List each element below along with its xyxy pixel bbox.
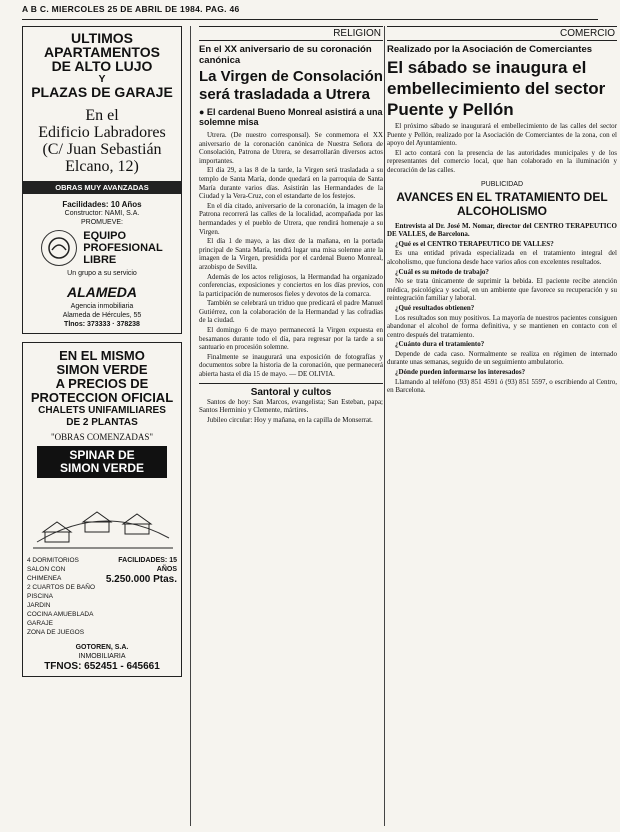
header-dateline: A B C. MIERCOLES 25 DE ABRIL DE 1984. PAG. 46 bbox=[22, 4, 240, 14]
feature-item: COCINA AMUEBLADA bbox=[27, 611, 94, 618]
apartments-ad bbox=[22, 26, 182, 334]
financing-note: Facilidades: 10 Años bbox=[62, 200, 142, 209]
santoral-paragraph: Jubileo circular: Hoy y mañana, en la capilla de Monserrat. bbox=[207, 415, 373, 424]
article-paragraph: El acto contará con la presencia de las autoridades municipales y de los representantes del comercio local, que han colaborado en la iluminación y decoración de las calles. bbox=[387, 148, 617, 174]
spinar-line: SPINAR DE bbox=[69, 448, 135, 462]
column-divider bbox=[190, 26, 191, 826]
promoter-label: PROMUEVE: bbox=[80, 219, 123, 226]
interview-answer: No se trata únicamente de suprimir la bebida. El paciente recibe atención médica, psicológica y social, en un ambiente que favorece su recuperación y su reintegración familiar y laboral. bbox=[387, 277, 617, 303]
interview-intro: Entrevista al Dr. José M. Nomar, director del CENTRO TERAPEUTICO DE VALLES, de Barcelona. bbox=[387, 221, 617, 239]
feature-item: SALON CON CHIMENEA bbox=[27, 566, 66, 582]
spinar-logo bbox=[37, 446, 167, 478]
agency-address: Alameda de Hércules, 55 bbox=[62, 312, 142, 319]
column-divider bbox=[384, 26, 385, 826]
works-strip: OBRAS MUY AVANZADAS bbox=[23, 181, 181, 194]
interview-answer: Los resultados son muy positivos. La mayoría de nuestros pacientes consiguen abandonar el alcohol de forma definitiva, y se mantienen en contacto con el centro después del tratamiento. bbox=[387, 313, 617, 339]
ad-line: APARTAMENTOS bbox=[44, 44, 160, 60]
interview-question: ¿Dónde pueden informarse los interesados? bbox=[395, 368, 526, 377]
feature-item: ZONA DE JUEGOS bbox=[27, 629, 85, 636]
equipo-logo-icon bbox=[41, 230, 77, 266]
ad-line: Y bbox=[98, 73, 106, 85]
equipo-line: LIBRE bbox=[83, 254, 117, 266]
constructor-note: Constructor: NAMI, S.A. bbox=[64, 210, 140, 217]
article-paragraph: En el día citado, aniversario de la coronación, la imagen de la Patrona recorrerá las calles de la localidad, acompañada por las hermandades y el pueblo de Utrera, que rendirá homenaje a su Virgen. bbox=[199, 201, 383, 236]
header-rule bbox=[22, 19, 598, 20]
feature-item: 4 DORMITORIOS bbox=[27, 557, 79, 564]
works-quote: "OBRAS COMENZADAS" bbox=[50, 432, 154, 442]
equipo-line: EQUIPO bbox=[83, 230, 127, 242]
article-paragraph: El día 29, a las 8 de la tarde, la Virgen será trasladada a su templo de Santa María, donde quedará en la parroquia de Santa María durante varios días. Asistirán las Hermandades de la Ciudad y la Vera-Cruz, con el estandarte de los festejos. bbox=[199, 166, 383, 201]
article-headline: La Virgen de Consolación será trasladada a Utrera bbox=[199, 68, 383, 103]
ad-line: ULTIMOS bbox=[71, 30, 133, 46]
commerce-column bbox=[387, 26, 617, 826]
advertising-label: PUBLICIDAD bbox=[480, 180, 523, 188]
chalets-illustration bbox=[33, 482, 171, 552]
building-line: (C/ Juan Sebastián bbox=[42, 141, 162, 158]
article-kicker: En el XX aniversario de su coronación canónica bbox=[199, 44, 372, 66]
simon-verde-ad bbox=[22, 342, 182, 677]
ad-line: CHALETS UNIFAMILIARES bbox=[38, 405, 166, 416]
section-label: COMERCIO bbox=[387, 26, 617, 41]
building-line: Edificio Labradores bbox=[38, 124, 166, 141]
agency-phones: Tlnos: 373333 · 378238 bbox=[64, 321, 140, 328]
article-paragraph: El día 1 de mayo, a las diez de la mañana, en la portada principal de Santa María, tendrá lugar una misa solemne ante la imagen de la Virgen, presidida por el cardenal Bueno Monreal, arzobispo de Sevilla. bbox=[199, 237, 383, 271]
feature-item: GARAJE bbox=[27, 620, 54, 627]
feature-item: JARDIN bbox=[27, 602, 51, 609]
ad-line: A PRECIOS DE bbox=[55, 376, 149, 391]
article-deck: ● El cardenal Bueno Monreal asistirá a una solemne misa bbox=[199, 107, 383, 127]
interview-answer: Es una entidad privada especializada en el tratamiento integral del alcoholismo, que funciona desde hace varios años con excelentes resultados. bbox=[387, 249, 617, 266]
agency-subtitle: Agencia inmobiliaria bbox=[70, 303, 134, 310]
page-header bbox=[22, 4, 598, 18]
agency-logo: ALAMEDA bbox=[67, 284, 137, 300]
article-headline: El sábado se inaugura el embellecimiento del sector Puente y Pellón bbox=[387, 58, 606, 119]
interview-answer: Depende de cada caso. Normalmente se realiza en régimen de internado durante unas semanas, seguido de un seguimiento ambulatorio. bbox=[387, 349, 617, 367]
ad-line: SIMON VERDE bbox=[56, 362, 148, 377]
ad-line: PLAZAS DE GARAJE bbox=[31, 84, 173, 100]
article-paragraph: Finalmente se inaugurará una exposición de fotografías y documentos sobre la historia de la coronación, que permanecerá abierta hasta el día 15 de mayo. — DE OLIVIA. bbox=[199, 352, 383, 379]
ad-line: EN EL MISMO bbox=[59, 348, 145, 363]
santoral-title: Santoral y cultos bbox=[199, 383, 383, 398]
interview-question: ¿Cuánto dura el tratamiento? bbox=[395, 340, 485, 349]
interview-answer: Llamando al teléfono (93) 851 4591 ó (93) 851 5597, o escribiendo al Centro, en Barcelona. bbox=[387, 377, 617, 395]
section-label: RELIGION bbox=[199, 26, 383, 41]
feature-item: 2 CUARTOS DE BAÑO bbox=[27, 584, 96, 591]
building-line: Elcano, 12) bbox=[65, 158, 139, 175]
interview-question: ¿Cuál es su método de trabajo? bbox=[395, 267, 489, 276]
article-paragraph: Utrera. (De nuestro corresponsal). Se conmemora el XX aniversario de la coronación canónica de Nuestra Señora de Consolación, Patrona de Utrera, se desarrollarán diversos actos importantes. bbox=[199, 131, 383, 165]
article-paragraph: El domingo 6 de mayo permanecerá la Virgen expuesta en besamanos durante todo el día, para regresar por la tarde a su santuario en procesión solemne. bbox=[199, 326, 383, 352]
ad-line: DE 2 PLANTAS bbox=[66, 417, 138, 428]
article-paragraph: El próximo sábado se inaugurará el embellecimiento de las calles del sector Puente y Pellón, realizado por la Asociación de Comerciantes de la zona, con el apoyo del Ayuntamiento. bbox=[387, 122, 617, 148]
equipo-line: PROFESIONAL bbox=[83, 242, 163, 254]
agency-phones: TFNOS: 652451 - 645661 bbox=[44, 661, 160, 672]
building-line: En el bbox=[85, 107, 119, 124]
feature-item: PISCINA bbox=[27, 593, 54, 600]
interview-question: ¿Qué es el CENTRO TERAPEUTICO DE VALLES? bbox=[395, 239, 554, 248]
spinar-line: SIMON VERDE bbox=[59, 461, 144, 475]
interview-question: ¿Qué resultados obtienen? bbox=[395, 303, 475, 312]
price-tag: 5.250.000 Ptas. bbox=[105, 574, 177, 585]
ad-line: PROTECCION OFICIAL bbox=[30, 390, 174, 405]
advert-headline: AVANCES EN EL TRATAMIENTO DEL ALCOHOLISMO bbox=[396, 189, 608, 218]
features-list bbox=[27, 556, 99, 637]
religion-column bbox=[199, 26, 383, 826]
building-name bbox=[27, 107, 177, 175]
equipo-subtitle: Un grupo a su servicio bbox=[67, 270, 137, 277]
ad-line: DE ALTO LUJO bbox=[51, 58, 153, 74]
agency-name: GOTOREN, S.A. bbox=[75, 644, 129, 651]
financing-note: FACILIDADES: 15 AÑOS bbox=[118, 557, 177, 573]
santoral-paragraph: Santos de hoy: San Marcos, evangelista; San Esteban, papa; Santos Herminio y Clemente, mártires. bbox=[199, 397, 383, 415]
ads-column bbox=[22, 26, 182, 826]
agency-subtitle: INMOBILIARIA bbox=[78, 653, 126, 660]
article-kicker: Realizado por la Asociación de Comerciantes bbox=[387, 44, 593, 55]
article-paragraph: Además de los actos religiosos, la Hermandad ha organizado conferencias, exposiciones y conciertos en los días previos, con la participación de numerosos fieles y devotos de la comarca. bbox=[199, 272, 383, 298]
article-paragraph: También se celebrará un triduo que predicará el padre Manuel Gutiérrez, con la colaboración de la Hermandad y las cofradías de la ciudad. bbox=[199, 299, 383, 325]
